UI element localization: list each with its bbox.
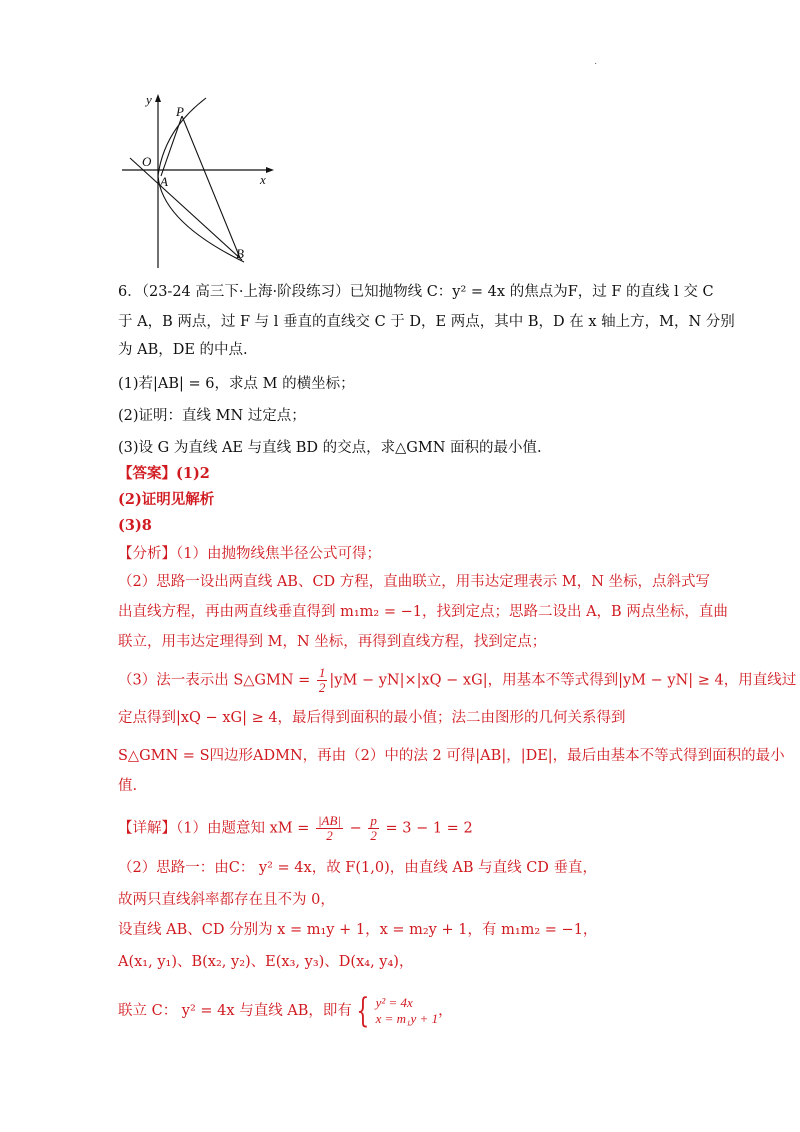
detail-line-6a: 联立 C： y² = 4x 与直线 AB，即有: [118, 1003, 352, 1019]
question-3: (3)设 G 为直线 AE 与直线 BD 的交点，求△GMN 面积的最小值.: [118, 440, 542, 456]
detail-line-4: 设直线 AB、CD 分别为 x = m₁y + 1，x = m₂y + 1，有 m₁m₂ = −1，: [118, 922, 598, 938]
problem-line-3: 为 AB，DE 的中点.: [118, 342, 248, 358]
system-eq-1: y² = 4x: [375, 995, 413, 1010]
x-axis-arrow: [266, 167, 274, 173]
analysis-line-5: [118, 666, 796, 695]
detail-line-6: [118, 991, 453, 1031]
label-p: P: [176, 104, 184, 119]
page-mark: ·: [594, 58, 598, 69]
answer-2: (2)证明见解析: [118, 491, 215, 508]
problem-line-2: 于 A，B 两点，过 F 与 l 垂直的直线交 C 于 D，E 两点，其中 B，D 在 x 轴上方，M，N 分别: [118, 314, 735, 330]
detail-line-1: [118, 814, 473, 843]
system-brace: {: [356, 991, 370, 1031]
detail-line-1b: −: [345, 820, 367, 837]
detail-line-2: （2）思路一：由C： y² = 4x，故 F(1,0)，由直线 AB 与直线 CD 垂直，: [118, 860, 598, 876]
fraction-p: [368, 814, 379, 843]
fraction-ab: [316, 814, 343, 843]
detail-line-3: 故两只直线斜率都存在且不为 0，: [118, 892, 335, 908]
analysis-line-8: 值.: [118, 778, 138, 794]
answer-1: 【答案】(1)2: [118, 465, 210, 482]
label-y: y: [146, 92, 152, 107]
equation-system: [376, 995, 439, 1027]
fraction-half-num: 1: [318, 665, 326, 680]
detail-line-1a: 【详解】（1）由题意知 xM =: [118, 820, 314, 837]
fraction-ab-num: |AB|: [317, 813, 342, 828]
detail-line-1c: = 3 − 1 = 2: [380, 820, 473, 837]
question-1: (1)若|AB| = 6，求点 M 的横坐标；: [118, 376, 355, 392]
fraction-p-num: p: [370, 813, 377, 828]
analysis-line-1: 【分析】（1）由抛物线焦半径公式可得；: [118, 546, 381, 562]
segment-pb: [182, 116, 240, 258]
fraction-half: [317, 666, 328, 695]
analysis-line-5b: |yM − yN|×|xQ − xG|，用基本不等式得到|yM − yN| ≥ 4，用直线过: [329, 672, 797, 689]
label-a: A: [160, 174, 168, 189]
problem-line-1: 6．（23-24 高三下·上海·阶段练习）已知抛物线 C：y² = 4x 的焦点为F，过 F 的直线 l 交 C: [118, 284, 714, 300]
answer-3: (3)8: [118, 517, 152, 534]
analysis-line-5a: （3）法一表示出 S△GMN =: [118, 672, 315, 689]
parabola-figure: [118, 92, 278, 270]
label-b: B: [236, 246, 244, 261]
segment-pa: [161, 116, 182, 176]
analysis-line-4: 联立，用韦达定理得到 M，N 坐标，再得到直线方程，找到定点；: [118, 634, 547, 650]
detail-line-5: A(x₁, y₁)、B(x₂, y₂)、E(x₃, y₃)、D(x₄, y₄)，: [118, 954, 414, 970]
analysis-line-6: 定点得到|xQ − xG| ≥ 4，最后得到面积的最小值；法二由图形的几何关系得到: [118, 710, 626, 726]
system-eq-2: x = m₁y + 1: [375, 1011, 439, 1026]
y-axis-arrow: [155, 94, 161, 102]
fraction-half-den: 2: [318, 680, 326, 695]
label-o: O: [142, 154, 152, 169]
analysis-line-2: （2）思路一设出两直线 AB、CD 方程，直曲联立，用韦达定理表示 M，N 坐标，点斜式写: [118, 574, 711, 590]
analysis-line-3: 出直线方程，再由两直线垂直得到 m₁m₂ = −1，找到定点；思路二设出 A，B 两点坐标，直曲: [118, 604, 728, 620]
question-2: (2)证明：直线 MN 过定点；: [118, 408, 306, 424]
label-x: x: [260, 172, 266, 187]
fraction-p-den: 2: [370, 828, 377, 843]
analysis-line-7: S△GMN = S四边形ADMN，再由（2）中的法 2 可得|AB|，|DE|，最后由基本不等式得到面积的最小: [118, 748, 785, 764]
line-through-a: [130, 158, 242, 260]
detail-line-6b: ，: [438, 1003, 453, 1019]
fraction-ab-den: 2: [326, 828, 333, 843]
